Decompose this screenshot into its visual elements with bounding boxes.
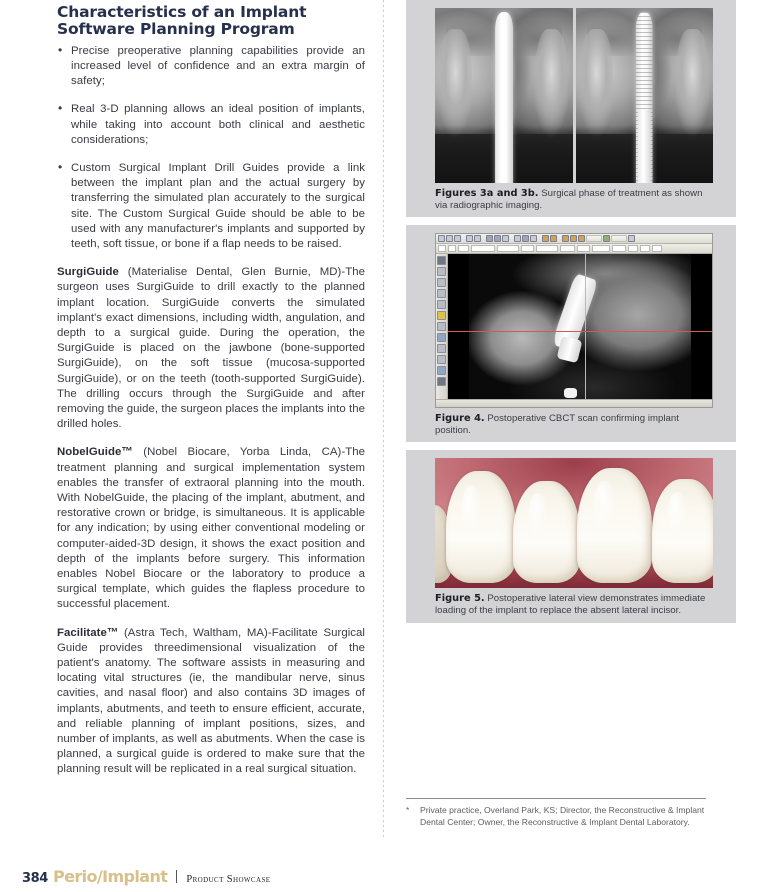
tooth-canine xyxy=(446,471,516,583)
crosshair-horizontal xyxy=(448,331,712,332)
viewport-letterbox-right xyxy=(691,254,712,399)
length-value-field xyxy=(560,245,575,252)
marker-icon xyxy=(578,235,585,242)
lock-icon xyxy=(628,245,638,252)
list-item: • Custom Surgical Implant Drill Guides provide a link between the implant plan and the actual surgery by transferring the simulated plan accurately to the surgical site. The Custom Surgical Guide should be able to be used with any manufacturer's implants and supported by teeth, soft tissue, or bone if a flap needs to be raised. xyxy=(57,161,365,252)
line-tool-icon xyxy=(437,267,446,276)
column-divider-rule xyxy=(383,0,384,840)
pan-icon xyxy=(494,235,501,242)
page-footer xyxy=(0,864,768,886)
paragraph-body-text: (Materialise Dental, Glen Burnie, MD)-The surgeon uses SurgiGuide to drill exactly to the planned implant location. SurgiGuide converts the simulated implant's exact dimensions, including width, angulation, and depth to a surgical guide. During the operation, the SurgiGuide is placed on the jawbone (bone-supported SurgiGuide), on the soft tissue (mucosa-supported SurgiGuide), or on the teeth (tooth-supported SurgiGuide). The drilling occurs through the SurgiGuide and after removing the guide, the surgeon places the implants into the drilled holes. xyxy=(57,266,365,431)
footer-inner xyxy=(22,867,270,886)
new-file-icon xyxy=(438,235,445,242)
save-icon xyxy=(454,235,461,242)
article-title-line-1: Characteristics of an Implant xyxy=(57,3,307,21)
measure-mode-icon xyxy=(448,245,456,252)
figure-5-image xyxy=(435,458,713,588)
footnote-text: Private practice, Overland Park, KS; Director, the Reconstructive & Implant Dental Center; Owner, the Reconstructive & Implant Dental Laboratory. xyxy=(420,805,705,827)
copy-tool-icon xyxy=(437,322,446,331)
settings-tool-icon xyxy=(437,377,446,386)
rectangle-tool-icon xyxy=(437,289,446,298)
tooth-central-incisor-opposite xyxy=(652,479,713,583)
paragraph-body-text: (Nobel Biocare, Yorba Linda, CA)-The treatment planning and surgical implementation system enables the transfer of extraoral planning into the mouth. With NobelGuide, the placing of the implant, abutment, and restorative crown or bridge, is simultaneous. It is applicable for any indication; by using either conventional modeling or computer-aided-3D design, it shows the exact position and depth of the implants before surgery. This information enables Nobel Biocare or the laboratory to produce a surgical template, which guides the flapless procedure to successful placement. xyxy=(57,446,365,611)
paragraph-surgiguide xyxy=(57,265,365,432)
figure-5-label: Figure 5. xyxy=(435,593,485,605)
radiograph-3b xyxy=(576,8,714,183)
journal-masthead: Perio/Implant xyxy=(52,867,168,886)
enamel-highlight xyxy=(667,492,687,538)
tooth-lateral-incisor-implant-crown xyxy=(513,481,580,584)
cbct-workspace xyxy=(436,254,712,399)
footnote-marker: * xyxy=(406,805,410,815)
enamel-highlight xyxy=(528,493,548,538)
list-item: • Real 3-D planning allows an ideal position of implants, while taking into account both clinical and aesthetic considerations; xyxy=(57,102,365,148)
figure-4-caption-text: Postoperative CBCT scan confirming implant position. xyxy=(435,413,679,436)
cbct-toolbar-secondary xyxy=(436,244,712,254)
segment-icon xyxy=(603,235,610,242)
diameter-value-field xyxy=(521,245,534,252)
paragraph-facilitate xyxy=(57,626,365,778)
paragraph-nobelguide xyxy=(57,445,365,612)
implant-name-field xyxy=(471,245,495,252)
figure-3ab-image xyxy=(435,8,713,183)
footer-divider xyxy=(176,870,177,883)
threaded-implant xyxy=(636,12,653,184)
cursor-mode-icon xyxy=(438,245,446,252)
product-name-facilitate: Facilitate™ xyxy=(57,626,119,639)
opacity-field xyxy=(592,245,610,252)
hand-tool-icon xyxy=(437,355,446,364)
left-text-column xyxy=(57,4,365,791)
implant-icon xyxy=(562,235,569,242)
drill-post xyxy=(495,12,513,184)
cbct-toolbar-primary xyxy=(436,234,712,244)
figure-5-block xyxy=(406,450,736,622)
figure-4-block xyxy=(406,225,736,442)
cbct-status-bar xyxy=(436,399,712,407)
enamel-highlight xyxy=(461,485,482,534)
angle-field xyxy=(612,245,626,252)
rotate-right-icon xyxy=(550,235,557,242)
article-title-line-2: Software Planning Program xyxy=(57,20,295,39)
nerve-icon xyxy=(570,235,577,242)
enamel-highlight xyxy=(593,481,616,532)
segment-menu-button xyxy=(611,235,627,242)
tooth-central-incisor xyxy=(577,468,652,584)
undo-icon xyxy=(474,235,481,242)
figure-4-frame xyxy=(406,225,736,442)
figure-4-label: Figure 4. xyxy=(435,413,485,425)
adjacent-restoration xyxy=(564,388,577,398)
crosshair-vertical xyxy=(585,254,586,399)
radiograph-3a xyxy=(435,8,573,183)
product-name-surgiguide: SurgiGuide xyxy=(57,266,119,279)
adjacent-tooth-left xyxy=(439,29,472,138)
cbct-slice-viewport[interactable] xyxy=(448,254,712,399)
ruler-icon xyxy=(522,235,529,242)
unit-field xyxy=(577,245,590,252)
footnote-rule xyxy=(406,798,706,799)
figure-5-frame xyxy=(406,450,736,622)
angle-tool-icon xyxy=(437,278,446,287)
diameter-field xyxy=(497,245,519,252)
implant-menu-button xyxy=(586,235,602,242)
visibility-icon xyxy=(640,245,650,252)
figure-3ab-caption-text: Surgical phase of treatment as shown via radiographic imaging. xyxy=(435,188,703,211)
zoom-icon xyxy=(502,235,509,242)
viewport-letterbox-left xyxy=(448,254,469,399)
figure-5-caption-text: Postoperative lateral view demonstrates immediate loading of the implant to replace the absent lateral incisor. xyxy=(435,593,706,616)
list-item: • Precise preoperative planning capabilities provide an increased level of confidence and an extra margin of safety; xyxy=(57,44,365,90)
pan-tool-icon xyxy=(628,235,635,242)
layer-icon xyxy=(458,245,469,252)
characteristics-bullet-list xyxy=(57,44,365,252)
figure-5-caption xyxy=(435,593,713,616)
figure-3ab-frame xyxy=(406,0,736,217)
figure-4-caption xyxy=(435,413,713,436)
rotate-left-icon xyxy=(542,235,549,242)
magnet-tool-icon xyxy=(437,344,446,353)
footnote xyxy=(406,805,706,828)
paragraph-body-text: (Astra Tech, Waltham, MA)-Facilitate Surgical Guide provides threedimensional visualization of the patient's anatomy. The software assists in measuring and locating vital structures (ie, the mandibular nerve, sinus cavities, and nasal floor) and also contains 3D images of implants, abutments, and teeth to ensure efficient, accurate, and reliable planning of implant positions, sizes, and number of implants, as well as abutments. When the case is planned, a surgical guide is ordered to make sure that the planning result will be replicated in a real surgical situation. xyxy=(57,626,365,776)
footer-section-label: Product Showcase xyxy=(186,874,271,885)
magnifier-icon xyxy=(514,235,521,242)
page-title xyxy=(57,4,365,39)
right-figure-column xyxy=(406,0,736,631)
page-number: 384 xyxy=(22,871,48,886)
crosshair-icon xyxy=(530,235,537,242)
contrast-icon xyxy=(486,235,493,242)
highlight-tool-icon xyxy=(437,311,446,320)
figure-3ab-label: Figures 3a and 3b. xyxy=(435,188,539,199)
globe-tool-icon xyxy=(437,366,446,375)
ellipse-tool-icon xyxy=(437,300,446,309)
delete-icon xyxy=(652,245,662,252)
select-tool-icon xyxy=(437,256,446,265)
layers-tool-icon xyxy=(437,333,446,342)
adjacent-tooth-right xyxy=(676,29,709,138)
figure-3ab-caption xyxy=(435,188,713,211)
figure-3ab-block xyxy=(406,0,736,217)
open-folder-icon xyxy=(446,235,453,242)
length-label-field xyxy=(536,245,558,252)
adjacent-tooth-left xyxy=(580,29,613,138)
cbct-tool-palette xyxy=(436,254,448,399)
product-name-nobelguide: NobelGuide™ xyxy=(57,446,133,459)
adjacent-tooth-right xyxy=(535,29,568,138)
figure-4-image xyxy=(435,233,713,408)
print-icon xyxy=(466,235,473,242)
footnote-block xyxy=(406,798,706,828)
